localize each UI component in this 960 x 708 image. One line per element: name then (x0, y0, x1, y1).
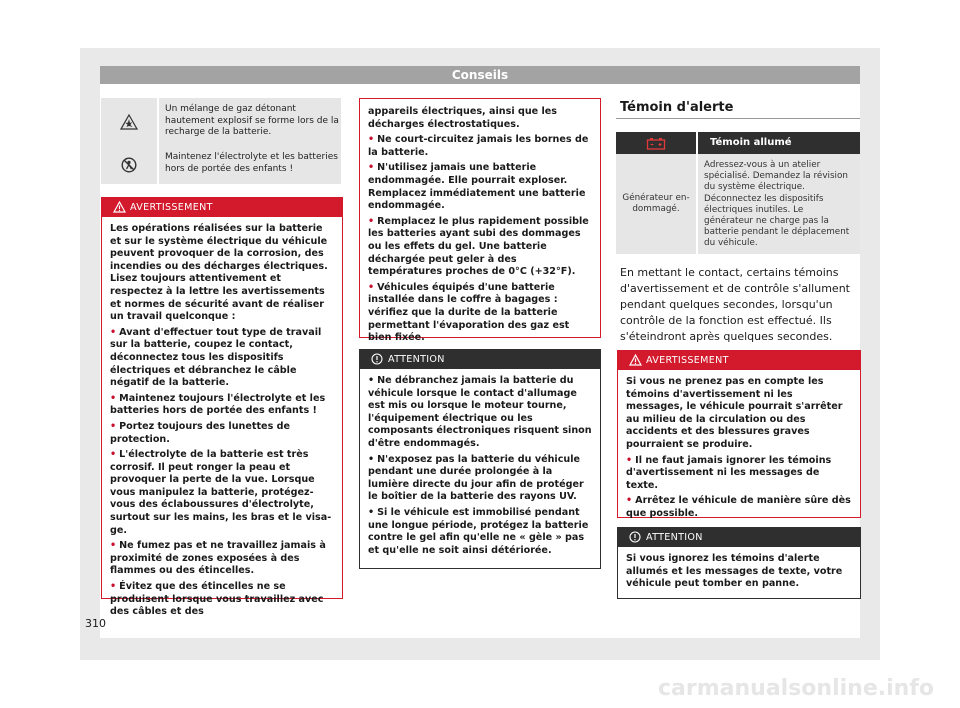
bullet-item: • Ne fumez pas et ne travaillez jamais à proximité de zones exposées à des flammes ou des étincelles. (110, 540, 326, 577)
bullet-item: • Arrêtez le véhicule de manière sûre dès que possible. (626, 495, 851, 519)
symbol-text: Un mélange de gaz détonant hautement explosif se forme lors de la recharge de la batterie. (165, 104, 339, 138)
bullet-item: • Maintenez toujours l'électrolyte et les batteries hors de portée des enfants ! (110, 392, 326, 417)
attention-box-title: ATTENTION (388, 354, 445, 365)
warning-light-cause: Générateur endommagé. (616, 154, 698, 254)
warning-box-header (618, 351, 860, 370)
warning-box-continued (359, 98, 601, 344)
info-circle-icon (371, 353, 383, 372)
warning-triangle-icon (113, 201, 126, 220)
warning-continuation: appareils électriques, ainsi que les décharges électrostatiques. (368, 106, 558, 130)
warning-triangle-icon (629, 354, 642, 373)
attention-box-header (360, 350, 600, 369)
section-divider (616, 118, 860, 119)
bullet-item: • Ne court-circuitez jamais les bornes de la batterie. (368, 134, 589, 158)
watermark: carmanualsonline.info (658, 676, 934, 701)
warning-intro: Les opérations réalisées sur la batterie et sur le système électrique du véhicule peuvent provoquer de la corrosion, des incendies ou des décharges électriques. Lisez toujours attentivement et respectez à la lettre les avertissements et normes de sécurité avant de réaliser un travail quelconque : (110, 223, 328, 323)
warning-light-column-label: Témoin allumé (710, 137, 792, 148)
warning-box-title: AVERTISSEMENT (646, 355, 729, 366)
warning-light-action: Adressez-vous à un atelier spécialisé. Demandez la révision du système électrique. Déconnectez les dispositifs électriques inutiles. Le générateur ne charge pas la batterie pendant le déplacement du véhicule. (704, 160, 850, 249)
bullet-item: • Avant d'effectuer tout type de travail sur la batterie, coupez le contact, déconnectez tous les dispositifs électriques et débranchez le câble négatif de la batterie. (110, 326, 322, 389)
warning-intro: Si vous ne prenez pas en compte les témoins d'avertissement ni les messages, le véhicule pourrait s'arrêter au milieu de la circulation ou des accidents et des blessures graves pourraient se produire. (626, 376, 843, 450)
warning-box-battery (101, 197, 343, 618)
bullet-item: • Ne débranchez jamais la batterie du véhicule lorsque le contact d'allumage est mis ou lorsque le moteur tourne, l'équipement électrique ou les composants électroniques risquent sinon d'être endommagés. (368, 375, 592, 449)
warning-light-table-row (616, 154, 860, 254)
bullet-item: • N'utilisez jamais une batterie endommagée. Elle pourrait exploser. Remplacez immédiatement une batterie endommagée. (368, 162, 586, 212)
battery-warning-icon (616, 132, 698, 154)
attention-box-lights (617, 527, 861, 599)
bullet-item: • Véhicules équipés d'une batterie installée dans le coffre à bagages : vérifiez que la durite de la batterie permettant l'évaporation des gaz est bien fixée. (368, 281, 570, 344)
warning-light-table-header (616, 132, 860, 154)
attention-text: Si vous ignorez les témoins d'alerte allumés et les messages de texte, votre véhicule peut tomber en panne. (626, 553, 843, 590)
bullet-item: • N'exposez pas la batterie du véhicule pendant une durée prolongée à la lumière directe du jour afin de protéger le boîtier de la batterie des rayons UV. (368, 453, 584, 503)
warning-box-lights (617, 350, 861, 518)
section-title: Témoin d'alerte (620, 100, 734, 115)
warning-box-title: AVERTISSEMENT (130, 202, 213, 213)
explosion-hazard-icon (101, 98, 159, 146)
bullet-item: • Il ne faut jamais ignorer les témoins d'avertissement ni les messages de texte. (626, 454, 832, 491)
warning-lights-paragraph: En mettant le contact, certains témoins d'avertissement et de contrôle s'allument pendant quelques secondes, lorsqu'un contrôle de la fonction est effectué. Ils s'éteindront après quelques secondes. (620, 266, 850, 343)
page-number: 310 (85, 617, 106, 630)
bullet-item: • Évitez que des étincelles ne se produisent lorsque vous travaillez avec des câbles et des (110, 581, 324, 618)
symbol-text: Maintenez l'électrolyte et les batteries hors de portée des enfants ! (165, 152, 338, 174)
bullet-item: • L'électrolyte de la batterie est très corrosif. Il peut ronger la peau et provoquer la perte de la vue. Lorsque vous manipulez la batterie, protégez-vous des éclaboussures d'électrolyte, surtout sur les mains, les bras et le visage. (110, 449, 332, 536)
attention-box-battery (359, 349, 601, 569)
attention-box-header (618, 528, 860, 547)
attention-box-title: ATTENTION (646, 532, 703, 543)
bullet-item: • Si le véhicule est immobilisé pendant une longue période, protégez la batterie contre le gel afin qu'elle ne « gèle » pas et qu'elle ne soit ainsi détériorée. (368, 506, 589, 556)
symbol-row-children (101, 146, 341, 186)
info-circle-icon (629, 531, 641, 550)
page-header: Conseils (100, 66, 860, 84)
bullet-item: • Portez toujours des lunettes de protection. (110, 420, 290, 445)
keep-away-children-icon (101, 146, 159, 184)
warning-box-header (102, 198, 342, 217)
symbol-row-explosion (101, 98, 341, 148)
bullet-item: • Remplacez le plus rapidement possible les batteries ayant subi des dommages ou les effets du gel. Une batterie déchargée peut geler à des températures proches de 0°C (+32°F). (368, 215, 589, 278)
